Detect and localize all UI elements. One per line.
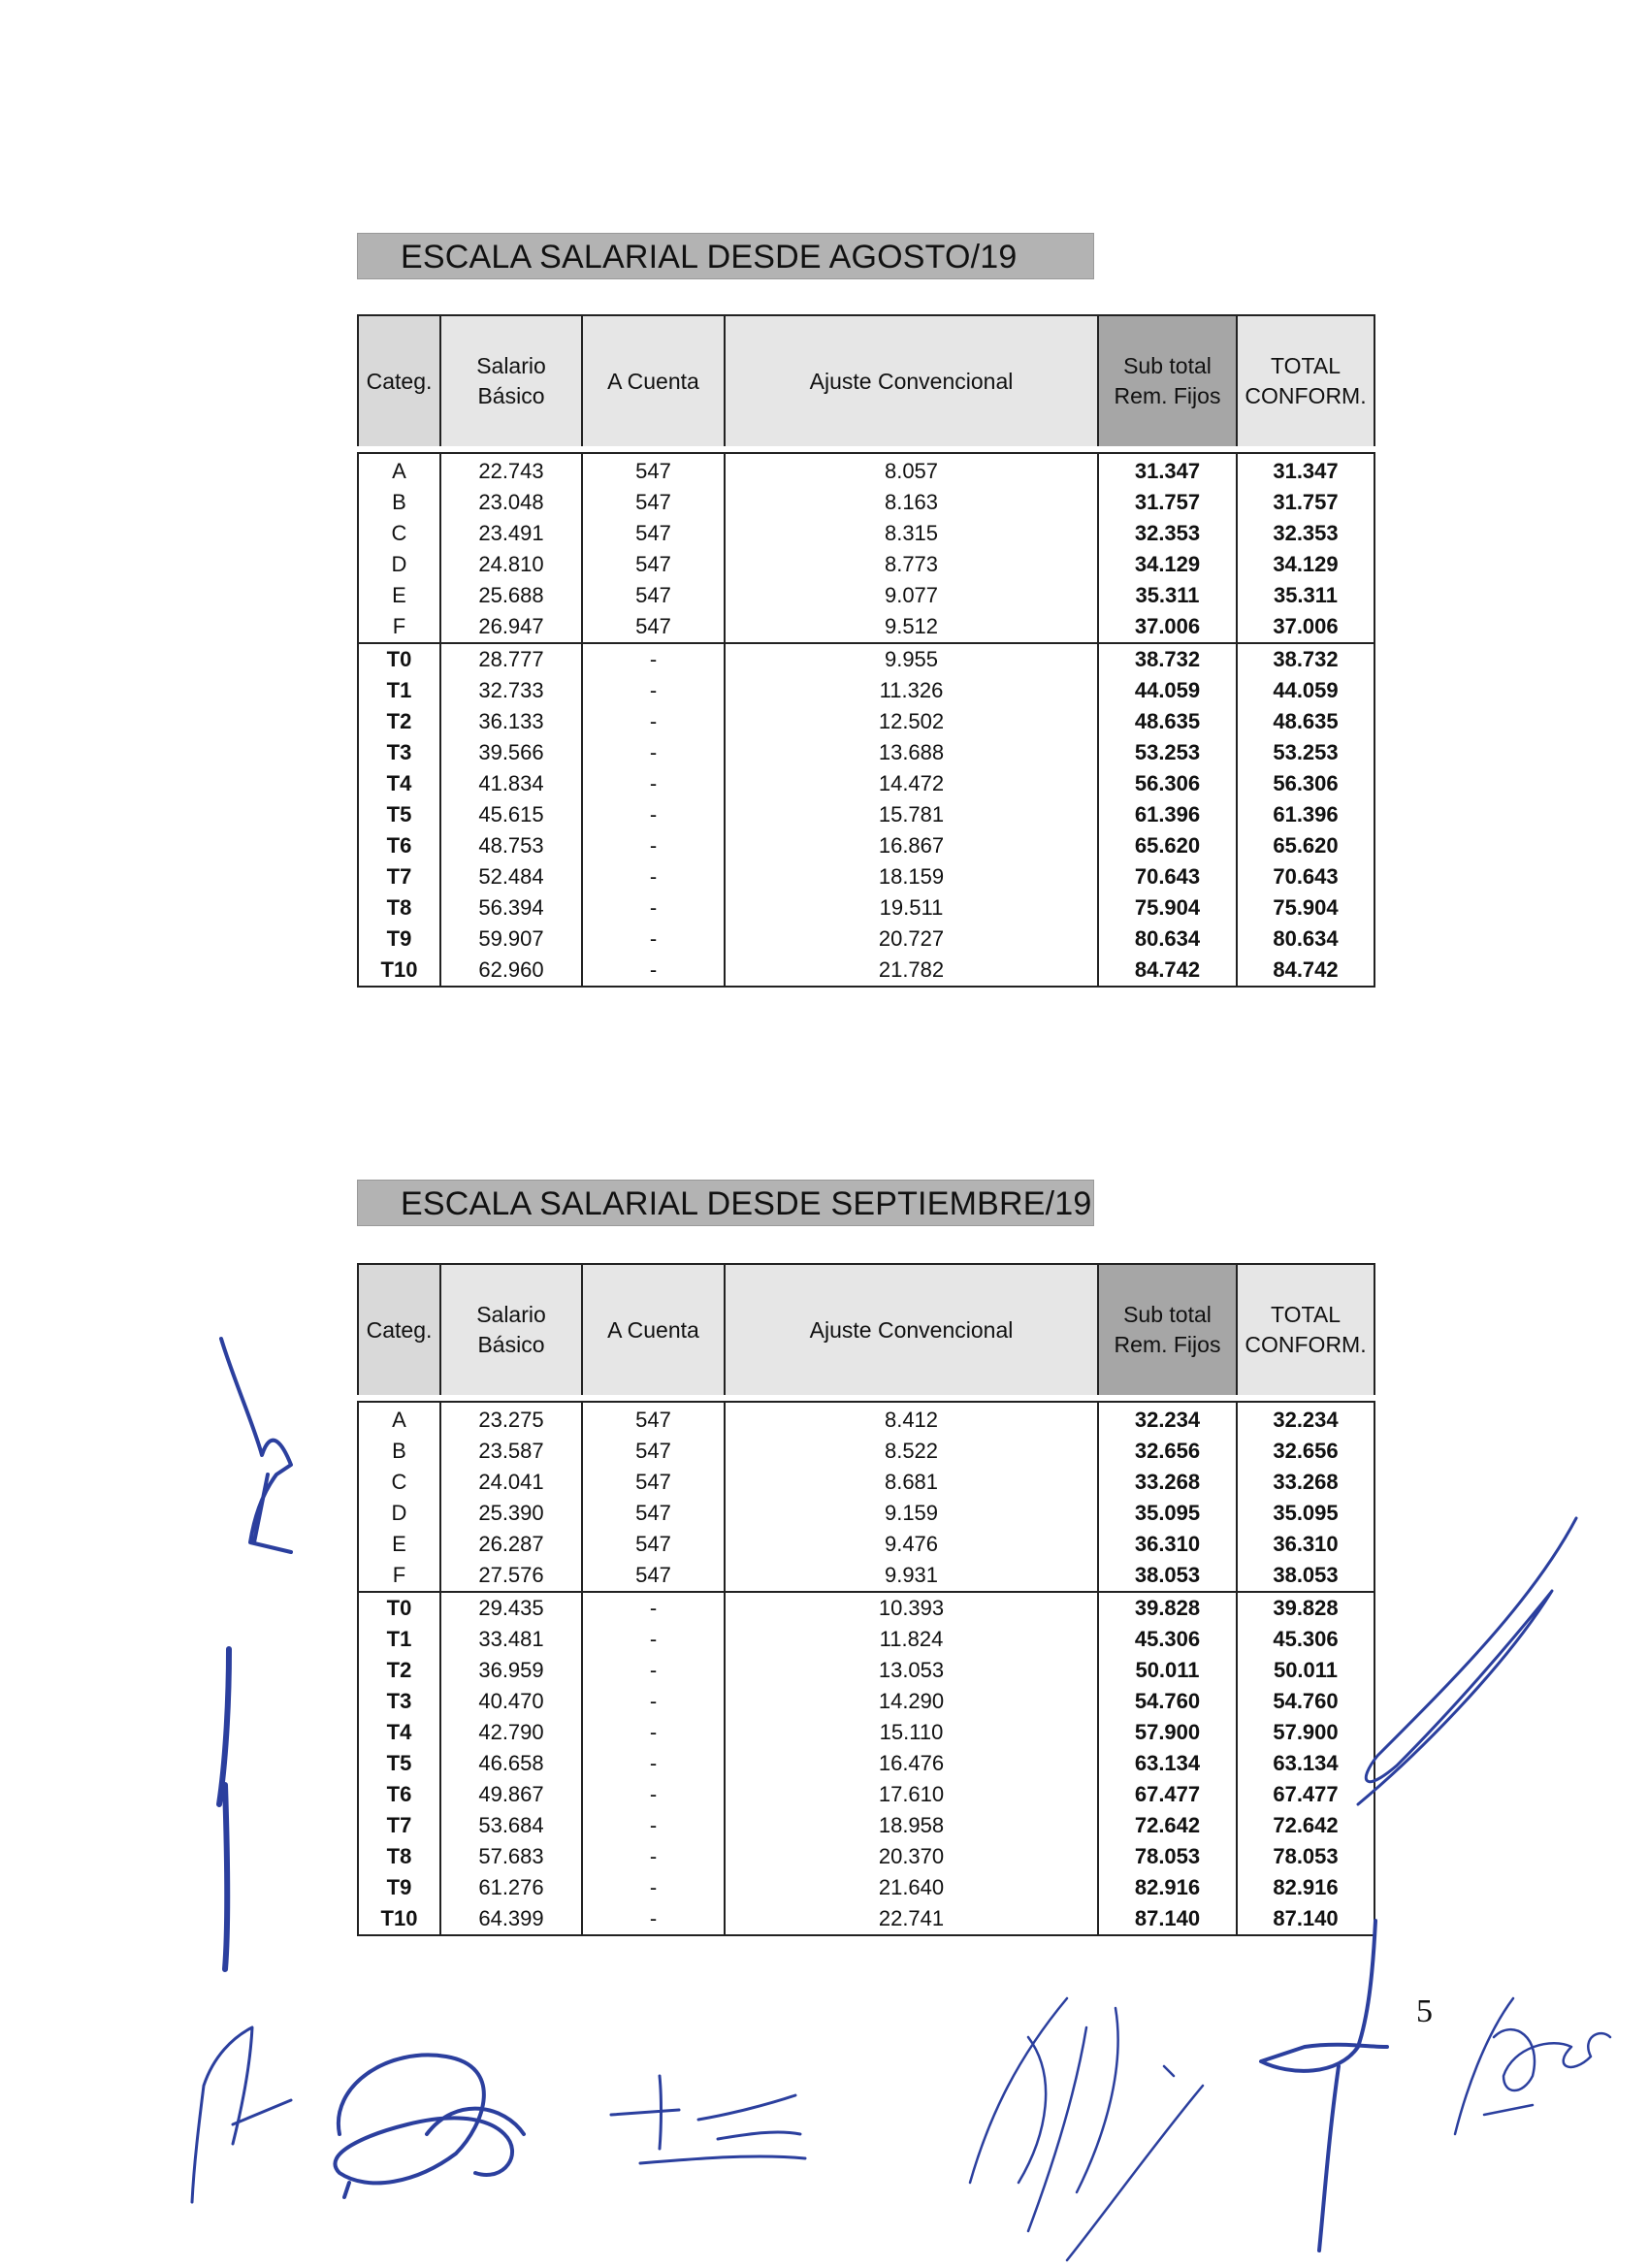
cell-sub-total: 82.916: [1098, 1872, 1237, 1903]
header-salario-basico: Salario Básico: [440, 1264, 582, 1398]
cell-salario-basico: 23.048: [440, 487, 582, 518]
table-row: [358, 518, 1374, 549]
table-row: [358, 1810, 1374, 1841]
cell-total-conform: 36.310: [1237, 1529, 1374, 1560]
cell-ajuste-convencional: 8.681: [725, 1467, 1098, 1498]
cell-salario-basico: 46.658: [440, 1748, 582, 1779]
cell-sub-total: 44.059: [1098, 675, 1237, 706]
cell-total-conform: 56.306: [1237, 768, 1374, 799]
cell-salario-basico: 26.287: [440, 1529, 582, 1560]
cell-salario-basico: 45.615: [440, 799, 582, 830]
cell-categ: T0: [358, 1592, 440, 1624]
cell-salario-basico: 59.907: [440, 923, 582, 955]
cell-total-conform: 31.347: [1237, 449, 1374, 487]
cell-total-conform: 63.134: [1237, 1748, 1374, 1779]
cell-sub-total: 37.006: [1098, 611, 1237, 643]
cell-ajuste-convencional: 14.290: [725, 1686, 1098, 1717]
cell-total-conform: 50.011: [1237, 1655, 1374, 1686]
cell-sub-total: 38.053: [1098, 1560, 1237, 1592]
table-row: [358, 549, 1374, 580]
cell-a-cuenta: -: [582, 955, 725, 987]
table-row: [358, 580, 1374, 611]
cell-categ: T10: [358, 1903, 440, 1935]
cell-a-cuenta: 547: [582, 1529, 725, 1560]
cell-categ: T10: [358, 955, 440, 987]
cell-ajuste-convencional: 8.163: [725, 487, 1098, 518]
table-row: [358, 830, 1374, 861]
cell-total-conform: 70.643: [1237, 861, 1374, 892]
cell-ajuste-convencional: 19.511: [725, 892, 1098, 923]
cell-categ: T5: [358, 1748, 440, 1779]
cell-sub-total: 84.742: [1098, 955, 1237, 987]
cell-ajuste-convencional: 8.315: [725, 518, 1098, 549]
cell-sub-total: 48.635: [1098, 706, 1237, 737]
cell-sub-total: 65.620: [1098, 830, 1237, 861]
cell-ajuste-convencional: 8.412: [725, 1398, 1098, 1436]
cell-total-conform: 65.620: [1237, 830, 1374, 861]
header-total-conform: TOTAL CONFORM.: [1237, 1264, 1374, 1398]
cell-sub-total: 35.095: [1098, 1498, 1237, 1529]
cell-sub-total: 70.643: [1098, 861, 1237, 892]
table-body: [358, 449, 1374, 987]
cell-ajuste-convencional: 9.159: [725, 1498, 1098, 1529]
cell-salario-basico: 26.947: [440, 611, 582, 643]
cell-categ: B: [358, 1436, 440, 1467]
cell-total-conform: 35.095: [1237, 1498, 1374, 1529]
cell-sub-total: 32.656: [1098, 1436, 1237, 1467]
header-categ: Categ.: [358, 315, 440, 449]
table-row: [358, 1903, 1374, 1935]
table-row: [358, 449, 1374, 487]
cell-total-conform: 33.268: [1237, 1467, 1374, 1498]
cell-sub-total: 54.760: [1098, 1686, 1237, 1717]
cell-salario-basico: 25.688: [440, 580, 582, 611]
cell-sub-total: 50.011: [1098, 1655, 1237, 1686]
table-row: [358, 1655, 1374, 1686]
table-row: [358, 643, 1374, 675]
table-row: [358, 1467, 1374, 1498]
cell-salario-basico: 56.394: [440, 892, 582, 923]
cell-ajuste-convencional: 21.782: [725, 955, 1098, 987]
cell-salario-basico: 28.777: [440, 643, 582, 675]
cell-a-cuenta: -: [582, 1624, 725, 1655]
header-total-conform: TOTAL CONFORM.: [1237, 315, 1374, 449]
cell-sub-total: 61.396: [1098, 799, 1237, 830]
cell-categ: D: [358, 549, 440, 580]
cell-a-cuenta: -: [582, 1686, 725, 1717]
cell-sub-total: 56.306: [1098, 768, 1237, 799]
cell-a-cuenta: -: [582, 1655, 725, 1686]
cell-total-conform: 48.635: [1237, 706, 1374, 737]
cell-total-conform: 57.900: [1237, 1717, 1374, 1748]
cell-sub-total: 53.253: [1098, 737, 1237, 768]
header-sub-total: Sub total Rem. Fijos: [1098, 1264, 1237, 1398]
cell-categ: T7: [358, 1810, 440, 1841]
table-row: [358, 768, 1374, 799]
cell-total-conform: 32.234: [1237, 1398, 1374, 1436]
cell-a-cuenta: -: [582, 1841, 725, 1872]
cell-ajuste-convencional: 13.688: [725, 737, 1098, 768]
cell-a-cuenta: -: [582, 675, 725, 706]
table-row: [358, 892, 1374, 923]
cell-ajuste-convencional: 9.955: [725, 643, 1098, 675]
cell-categ: A: [358, 1398, 440, 1436]
cell-a-cuenta: -: [582, 1717, 725, 1748]
cell-ajuste-convencional: 9.512: [725, 611, 1098, 643]
table-row: [358, 923, 1374, 955]
cell-salario-basico: 23.587: [440, 1436, 582, 1467]
table-row: [358, 1436, 1374, 1467]
cell-total-conform: 45.306: [1237, 1624, 1374, 1655]
cell-sub-total: 67.477: [1098, 1779, 1237, 1810]
header-categ: Categ.: [358, 1264, 440, 1398]
cell-categ: T3: [358, 737, 440, 768]
cell-sub-total: 39.828: [1098, 1592, 1237, 1624]
table-row: [358, 1592, 1374, 1624]
table-row: [358, 1779, 1374, 1810]
cell-ajuste-convencional: 18.958: [725, 1810, 1098, 1841]
cell-total-conform: 31.757: [1237, 487, 1374, 518]
cell-sub-total: 38.732: [1098, 643, 1237, 675]
cell-a-cuenta: -: [582, 1779, 725, 1810]
cell-ajuste-convencional: 16.867: [725, 830, 1098, 861]
cell-a-cuenta: -: [582, 1748, 725, 1779]
header-salario-basico: Salario Básico: [440, 315, 582, 449]
cell-ajuste-convencional: 9.077: [725, 580, 1098, 611]
header-row: [358, 315, 1374, 449]
cell-sub-total: 31.347: [1098, 449, 1237, 487]
cell-ajuste-convencional: 18.159: [725, 861, 1098, 892]
cell-a-cuenta: -: [582, 1903, 725, 1935]
cell-ajuste-convencional: 8.057: [725, 449, 1098, 487]
cell-salario-basico: 64.399: [440, 1903, 582, 1935]
table-row: [358, 1686, 1374, 1717]
cell-categ: T1: [358, 675, 440, 706]
cell-sub-total: 31.757: [1098, 487, 1237, 518]
table-row: [358, 1529, 1374, 1560]
cell-total-conform: 82.916: [1237, 1872, 1374, 1903]
cell-a-cuenta: 547: [582, 449, 725, 487]
cell-a-cuenta: -: [582, 923, 725, 955]
cell-sub-total: 78.053: [1098, 1841, 1237, 1872]
salary-table-agosto: [357, 314, 1375, 988]
cell-salario-basico: 61.276: [440, 1872, 582, 1903]
cell-total-conform: 84.742: [1237, 955, 1374, 987]
cell-salario-basico: 27.576: [440, 1560, 582, 1592]
cell-salario-basico: 39.566: [440, 737, 582, 768]
cell-salario-basico: 24.810: [440, 549, 582, 580]
cell-a-cuenta: 547: [582, 1467, 725, 1498]
cell-a-cuenta: -: [582, 861, 725, 892]
cell-ajuste-convencional: 9.931: [725, 1560, 1098, 1592]
cell-ajuste-convencional: 22.741: [725, 1903, 1098, 1935]
header-a-cuenta: A Cuenta: [582, 315, 725, 449]
section-title-septiembre: ESCALA SALARIAL DESDE SEPTIEMBRE/19: [357, 1180, 1094, 1226]
table-row: [358, 487, 1374, 518]
cell-total-conform: 37.006: [1237, 611, 1374, 643]
cell-categ: T0: [358, 643, 440, 675]
cell-ajuste-convencional: 12.502: [725, 706, 1098, 737]
cell-sub-total: 32.234: [1098, 1398, 1237, 1436]
cell-sub-total: 57.900: [1098, 1717, 1237, 1748]
cell-a-cuenta: -: [582, 643, 725, 675]
cell-total-conform: 38.053: [1237, 1560, 1374, 1592]
cell-salario-basico: 40.470: [440, 1686, 582, 1717]
header-ajuste-convencional: Ajuste Convencional: [725, 1264, 1098, 1398]
cell-categ: C: [358, 518, 440, 549]
cell-a-cuenta: 547: [582, 487, 725, 518]
cell-salario-basico: 57.683: [440, 1841, 582, 1872]
cell-a-cuenta: 547: [582, 1560, 725, 1592]
cell-ajuste-convencional: 14.472: [725, 768, 1098, 799]
cell-ajuste-convencional: 15.110: [725, 1717, 1098, 1748]
cell-salario-basico: 32.733: [440, 675, 582, 706]
cell-a-cuenta: 547: [582, 580, 725, 611]
cell-categ: T2: [358, 706, 440, 737]
cell-sub-total: 34.129: [1098, 549, 1237, 580]
cell-a-cuenta: -: [582, 768, 725, 799]
table-row: [358, 799, 1374, 830]
cell-ajuste-convencional: 8.522: [725, 1436, 1098, 1467]
cell-total-conform: 75.904: [1237, 892, 1374, 923]
cell-categ: T4: [358, 1717, 440, 1748]
table-body: [358, 1398, 1374, 1935]
cell-a-cuenta: -: [582, 737, 725, 768]
cell-sub-total: 45.306: [1098, 1624, 1237, 1655]
cell-salario-basico: 22.743: [440, 449, 582, 487]
table-row: [358, 1872, 1374, 1903]
cell-a-cuenta: -: [582, 1592, 725, 1624]
cell-categ: T6: [358, 1779, 440, 1810]
cell-a-cuenta: -: [582, 892, 725, 923]
cell-salario-basico: 52.484: [440, 861, 582, 892]
cell-salario-basico: 36.959: [440, 1655, 582, 1686]
cell-ajuste-convencional: 15.781: [725, 799, 1098, 830]
cell-a-cuenta: 547: [582, 1436, 725, 1467]
cell-a-cuenta: 547: [582, 1498, 725, 1529]
header-ajuste-convencional: Ajuste Convencional: [725, 315, 1098, 449]
table-row: [358, 1398, 1374, 1436]
cell-a-cuenta: -: [582, 1872, 725, 1903]
cell-sub-total: 87.140: [1098, 1903, 1237, 1935]
cell-salario-basico: 42.790: [440, 1717, 582, 1748]
cell-total-conform: 72.642: [1237, 1810, 1374, 1841]
table-row: [358, 1717, 1374, 1748]
cell-a-cuenta: -: [582, 830, 725, 861]
cell-total-conform: 87.140: [1237, 1903, 1374, 1935]
cell-total-conform: 53.253: [1237, 737, 1374, 768]
cell-categ: D: [358, 1498, 440, 1529]
cell-ajuste-convencional: 13.053: [725, 1655, 1098, 1686]
cell-total-conform: 54.760: [1237, 1686, 1374, 1717]
cell-sub-total: 63.134: [1098, 1748, 1237, 1779]
cell-total-conform: 78.053: [1237, 1841, 1374, 1872]
table-row: [358, 706, 1374, 737]
table-row: [358, 675, 1374, 706]
cell-ajuste-convencional: 11.326: [725, 675, 1098, 706]
cell-categ: B: [358, 487, 440, 518]
cell-categ: T3: [358, 1686, 440, 1717]
table-row: [358, 955, 1374, 987]
cell-salario-basico: 33.481: [440, 1624, 582, 1655]
cell-total-conform: 67.477: [1237, 1779, 1374, 1810]
cell-total-conform: 38.732: [1237, 643, 1374, 675]
cell-salario-basico: 48.753: [440, 830, 582, 861]
cell-a-cuenta: -: [582, 706, 725, 737]
cell-salario-basico: 23.491: [440, 518, 582, 549]
cell-ajuste-convencional: 17.610: [725, 1779, 1098, 1810]
cell-sub-total: 72.642: [1098, 1810, 1237, 1841]
section-title-agosto: ESCALA SALARIAL DESDE AGOSTO/19: [357, 233, 1094, 279]
cell-salario-basico: 29.435: [440, 1592, 582, 1624]
header-a-cuenta: A Cuenta: [582, 1264, 725, 1398]
cell-salario-basico: 62.960: [440, 955, 582, 987]
cell-categ: F: [358, 1560, 440, 1592]
table-row: [358, 1748, 1374, 1779]
cell-salario-basico: 23.275: [440, 1398, 582, 1436]
table-row: [358, 1624, 1374, 1655]
cell-sub-total: 36.310: [1098, 1529, 1237, 1560]
salary-table-septiembre: [357, 1263, 1375, 1936]
table-row: [358, 737, 1374, 768]
cell-salario-basico: 49.867: [440, 1779, 582, 1810]
cell-categ: T1: [358, 1624, 440, 1655]
header-row: [358, 1264, 1374, 1398]
cell-salario-basico: 53.684: [440, 1810, 582, 1841]
cell-ajuste-convencional: 9.476: [725, 1529, 1098, 1560]
table-row: [358, 861, 1374, 892]
cell-categ: T5: [358, 799, 440, 830]
cell-total-conform: 80.634: [1237, 923, 1374, 955]
cell-a-cuenta: 547: [582, 549, 725, 580]
cell-sub-total: 33.268: [1098, 1467, 1237, 1498]
cell-a-cuenta: -: [582, 1810, 725, 1841]
cell-ajuste-convencional: 10.393: [725, 1592, 1098, 1624]
cell-a-cuenta: -: [582, 799, 725, 830]
cell-salario-basico: 41.834: [440, 768, 582, 799]
cell-salario-basico: 24.041: [440, 1467, 582, 1498]
cell-total-conform: 44.059: [1237, 675, 1374, 706]
cell-sub-total: 75.904: [1098, 892, 1237, 923]
cell-sub-total: 80.634: [1098, 923, 1237, 955]
cell-categ: T8: [358, 892, 440, 923]
cell-total-conform: 32.353: [1237, 518, 1374, 549]
cell-categ: F: [358, 611, 440, 643]
table-row: [358, 1560, 1374, 1592]
cell-ajuste-convencional: 20.370: [725, 1841, 1098, 1872]
page-number: 5: [1416, 1993, 1433, 2029]
cell-ajuste-convencional: 20.727: [725, 923, 1098, 955]
cell-categ: T6: [358, 830, 440, 861]
table-row: [358, 1841, 1374, 1872]
cell-a-cuenta: 547: [582, 611, 725, 643]
cell-salario-basico: 25.390: [440, 1498, 582, 1529]
cell-salario-basico: 36.133: [440, 706, 582, 737]
cell-categ: T9: [358, 1872, 440, 1903]
cell-total-conform: 39.828: [1237, 1592, 1374, 1624]
cell-sub-total: 35.311: [1098, 580, 1237, 611]
cell-categ: E: [358, 580, 440, 611]
cell-a-cuenta: 547: [582, 1398, 725, 1436]
cell-sub-total: 32.353: [1098, 518, 1237, 549]
cell-ajuste-convencional: 11.824: [725, 1624, 1098, 1655]
cell-categ: T8: [358, 1841, 440, 1872]
cell-ajuste-convencional: 8.773: [725, 549, 1098, 580]
cell-total-conform: 32.656: [1237, 1436, 1374, 1467]
header-sub-total: Sub total Rem. Fijos: [1098, 315, 1237, 449]
table-row: [358, 611, 1374, 643]
cell-categ: A: [358, 449, 440, 487]
cell-ajuste-convencional: 16.476: [725, 1748, 1098, 1779]
cell-categ: E: [358, 1529, 440, 1560]
cell-total-conform: 61.396: [1237, 799, 1374, 830]
cell-a-cuenta: 547: [582, 518, 725, 549]
table-row: [358, 1498, 1374, 1529]
cell-total-conform: 35.311: [1237, 580, 1374, 611]
cell-total-conform: 34.129: [1237, 549, 1374, 580]
cell-categ: C: [358, 1467, 440, 1498]
cell-categ: T2: [358, 1655, 440, 1686]
cell-categ: T7: [358, 861, 440, 892]
cell-categ: T4: [358, 768, 440, 799]
cell-ajuste-convencional: 21.640: [725, 1872, 1098, 1903]
cell-categ: T9: [358, 923, 440, 955]
